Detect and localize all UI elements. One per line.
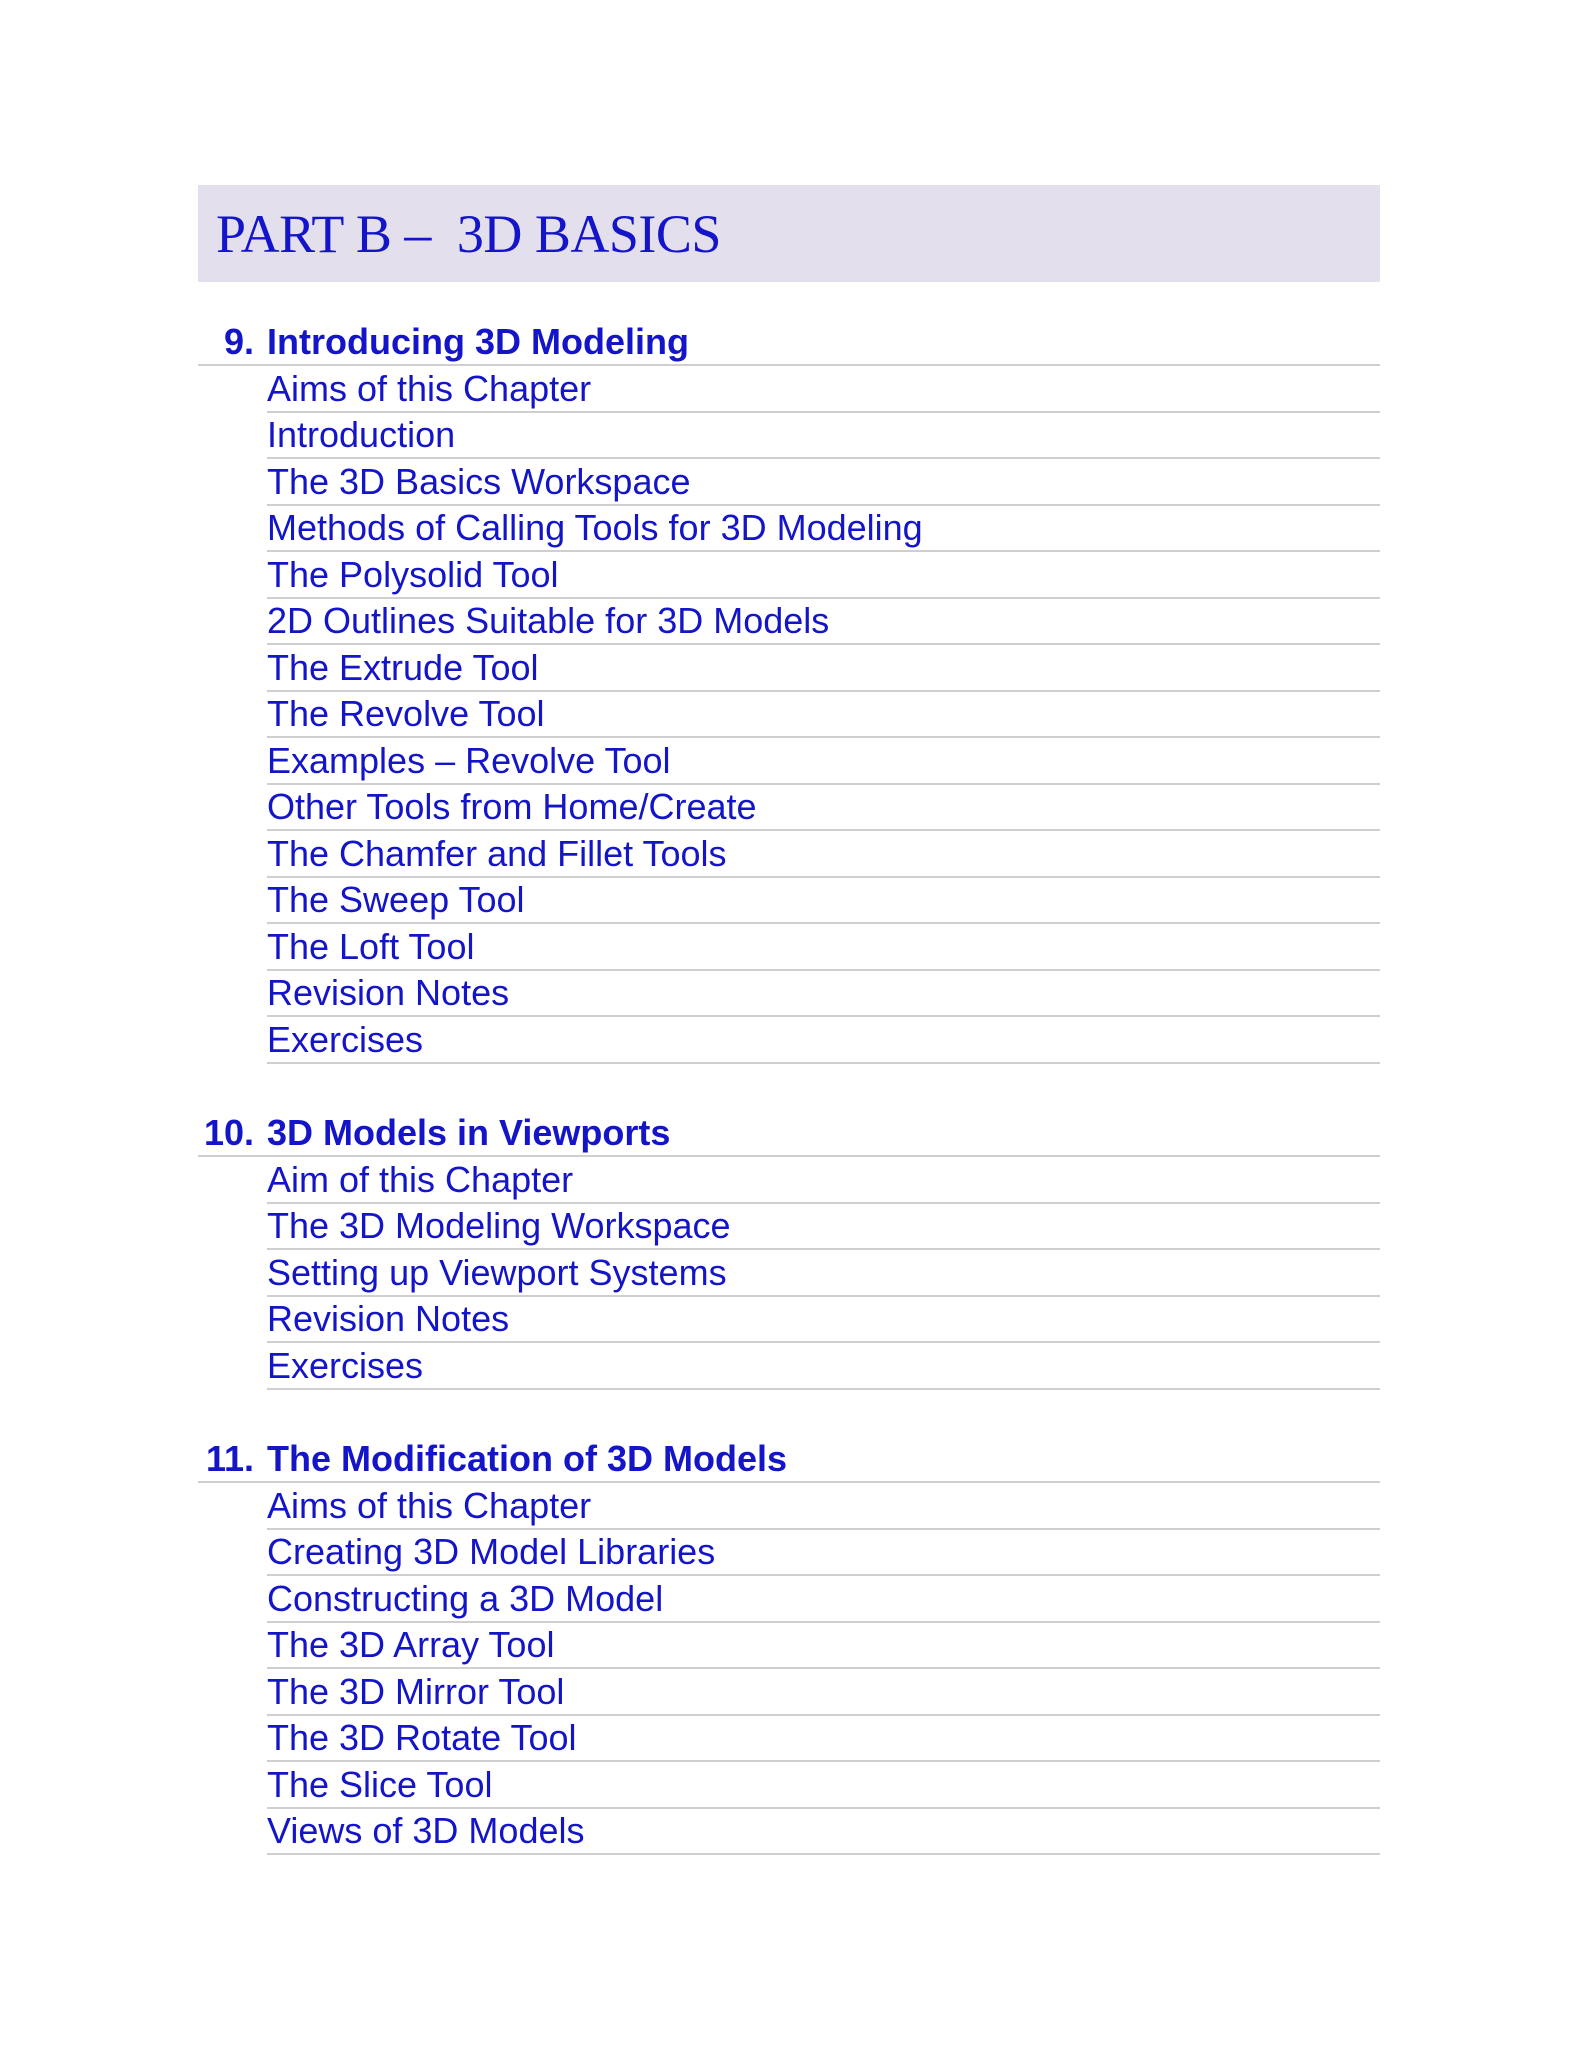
toc-entry-label: The Sweep Tool	[267, 879, 525, 920]
toc-entry[interactable]	[267, 366, 1380, 413]
toc-entry-label: Views of 3D Models	[267, 1810, 585, 1851]
toc-entry[interactable]	[267, 1017, 1380, 1064]
toc-entry[interactable]	[267, 1483, 1380, 1530]
toc-entry[interactable]	[267, 459, 1380, 506]
toc-entry[interactable]	[267, 506, 1380, 553]
toc-entry-label: The Extrude Tool	[267, 646, 539, 688]
toc-entry[interactable]	[267, 1716, 1380, 1763]
toc-entry-label: Aims of this Chapter	[267, 1484, 592, 1526]
chapter-11	[198, 1437, 1380, 1856]
toc-entry[interactable]	[267, 599, 1380, 646]
toc-entry[interactable]	[267, 1809, 1380, 1856]
chapter-10	[198, 1111, 1380, 1390]
part-title: PART B – 3D BASICS	[216, 204, 721, 264]
toc-entry-label: The Chamfer and Fillet Tools	[267, 832, 727, 874]
toc-entry-label: The 3D Array Tool	[267, 1624, 555, 1665]
toc-entry[interactable]	[267, 645, 1380, 692]
toc-entry-label: Exercises	[267, 1344, 424, 1386]
toc-entry-label: The 3D Mirror Tool	[267, 1670, 565, 1712]
toc-entry-label: Methods of Calling Tools for 3D Modeling	[267, 507, 923, 548]
toc-entry-label: The Slice Tool	[267, 1763, 493, 1805]
toc-entry[interactable]	[267, 552, 1380, 599]
toc-entry[interactable]	[267, 971, 1380, 1018]
part-header	[198, 185, 1380, 282]
toc-entry[interactable]	[267, 1762, 1380, 1809]
toc-entry-label: Aims of this Chapter	[267, 367, 592, 409]
toc-entry[interactable]	[267, 1530, 1380, 1577]
chapter-9	[198, 320, 1380, 1064]
toc-entry[interactable]	[267, 1343, 1380, 1390]
toc-entry-label: The 3D Modeling Workspace	[267, 1205, 731, 1246]
toc-entry-label: The 3D Rotate Tool	[267, 1717, 577, 1758]
toc-entry-label: The Polysolid Tool	[267, 553, 559, 595]
toc-entry[interactable]	[267, 1576, 1380, 1623]
chapter-number: 9.	[223, 321, 254, 362]
toc-entry-label: Introduction	[267, 414, 456, 455]
toc-entry[interactable]	[267, 1204, 1380, 1251]
chapter-number: 11.	[205, 1438, 254, 1479]
toc-entry-label: Setting up Viewport Systems	[267, 1251, 727, 1293]
toc-entry-label: Revision Notes	[267, 1298, 510, 1339]
chapter-heading[interactable]	[198, 1111, 1380, 1158]
chapter-heading[interactable]	[198, 320, 1380, 367]
chapter-heading[interactable]	[198, 1437, 1380, 1484]
chapter-title: 3D Models in Viewports	[267, 1112, 671, 1153]
toc-entry-label: The Revolve Tool	[267, 693, 545, 734]
toc-entry[interactable]	[267, 785, 1380, 832]
toc-entry-label: 2D Outlines Suitable for 3D Models	[267, 600, 830, 641]
toc-entry[interactable]	[267, 1669, 1380, 1716]
toc-entry[interactable]	[267, 1623, 1380, 1670]
toc-entry[interactable]	[267, 878, 1380, 925]
toc-entry-label: Examples – Revolve Tool	[267, 739, 671, 781]
toc-entry-label: Creating 3D Model Libraries	[267, 1531, 716, 1572]
chapter-number: 10.	[203, 1112, 254, 1153]
toc-entry[interactable]	[267, 413, 1380, 460]
toc-entry-label: Exercises	[267, 1018, 424, 1060]
chapter-title: Introducing 3D Modeling	[267, 321, 689, 362]
toc-entry-label: The Loft Tool	[267, 925, 475, 967]
toc-entry[interactable]	[267, 1297, 1380, 1344]
toc-entry-label: Other Tools from Home/Create	[267, 786, 757, 827]
toc-entry[interactable]	[267, 1250, 1380, 1297]
toc-entry[interactable]	[267, 924, 1380, 971]
toc-entry-label: Aim of this Chapter	[267, 1158, 574, 1200]
toc-entry-label: Constructing a 3D Model	[267, 1577, 664, 1619]
toc-entry-label: Revision Notes	[267, 972, 510, 1013]
toc-entry[interactable]	[267, 831, 1380, 878]
toc-entry[interactable]	[267, 1157, 1380, 1204]
toc-entry-label: The 3D Basics Workspace	[267, 460, 691, 502]
chapter-title: The Modification of 3D Models	[267, 1438, 787, 1479]
toc-entry[interactable]	[267, 692, 1380, 739]
toc-entry[interactable]	[267, 738, 1380, 785]
